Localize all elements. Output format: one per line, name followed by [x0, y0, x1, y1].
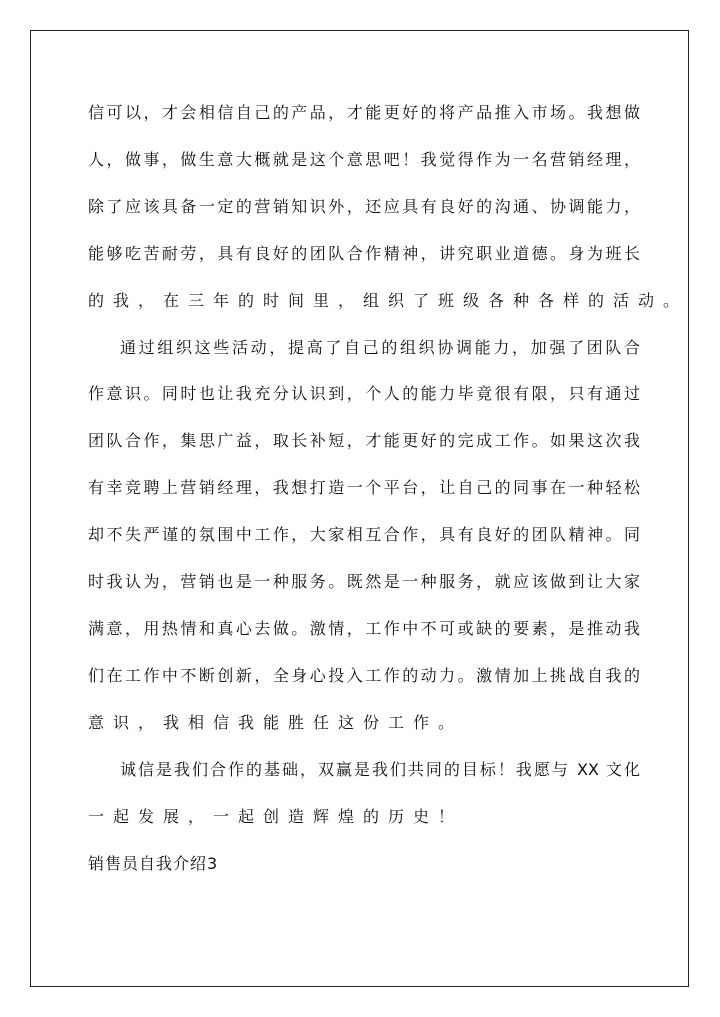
text-line: 团队合作，集思广益，取长补短，才能更好的完成工作。如果这次我: [88, 431, 640, 450]
text-line: 能够吃苦耐劳，具有良好的团队合作精神，讲究职业道德。身为班长: [88, 244, 640, 263]
page-border: [30, 30, 689, 987]
text-line: 人，做事，做生意大概就是这个意思吧！我觉得作为一名营销经理，: [88, 150, 640, 169]
text-line: 作意识。同时也让我充分认识到，个人的能力毕竟很有限，只有通过: [88, 384, 640, 403]
text-line: 的我，在三年的时间里，组织了班级各种各样的活动。: [88, 291, 689, 310]
text-line: 意识，我相信我能胜任这份工作。: [88, 713, 464, 732]
section-heading: 销售员自我介绍3: [88, 854, 219, 873]
text-line: 除了应该具备一定的营销知识外，还应具有良好的沟通、协调能力，: [88, 197, 640, 216]
text-line: 有幸竞聘上营销经理，我想打造一个平台，让自己的同事在一种轻松: [88, 478, 640, 497]
text-line: 通过组织这些活动，提高了自己的组织协调能力，加强了团队合: [120, 338, 640, 357]
text-line: 们在工作中不断创新，全身心投入工作的动力。激情加上挑战自我的: [88, 666, 640, 685]
text-line: 一起发展，一起创造辉煌的历史！: [88, 807, 464, 826]
text-line: 信可以，才会相信自己的产品，才能更好的将产品推入市场。我想做: [88, 103, 640, 122]
text-line: 时我认为，营销也是一种服务。既然是一种服务，就应该做到让大家: [88, 572, 640, 591]
text-line: 诚信是我们合作的基础，双赢是我们共同的目标！我愿与 XX 文化: [120, 760, 640, 779]
text-line: 却不失严谨的氛围中工作，大家相互合作，具有良好的团队精神。同: [88, 525, 640, 544]
text-line: 满意，用热情和真心去做。激情，工作中不可或缺的要素，是推动我: [88, 619, 640, 638]
